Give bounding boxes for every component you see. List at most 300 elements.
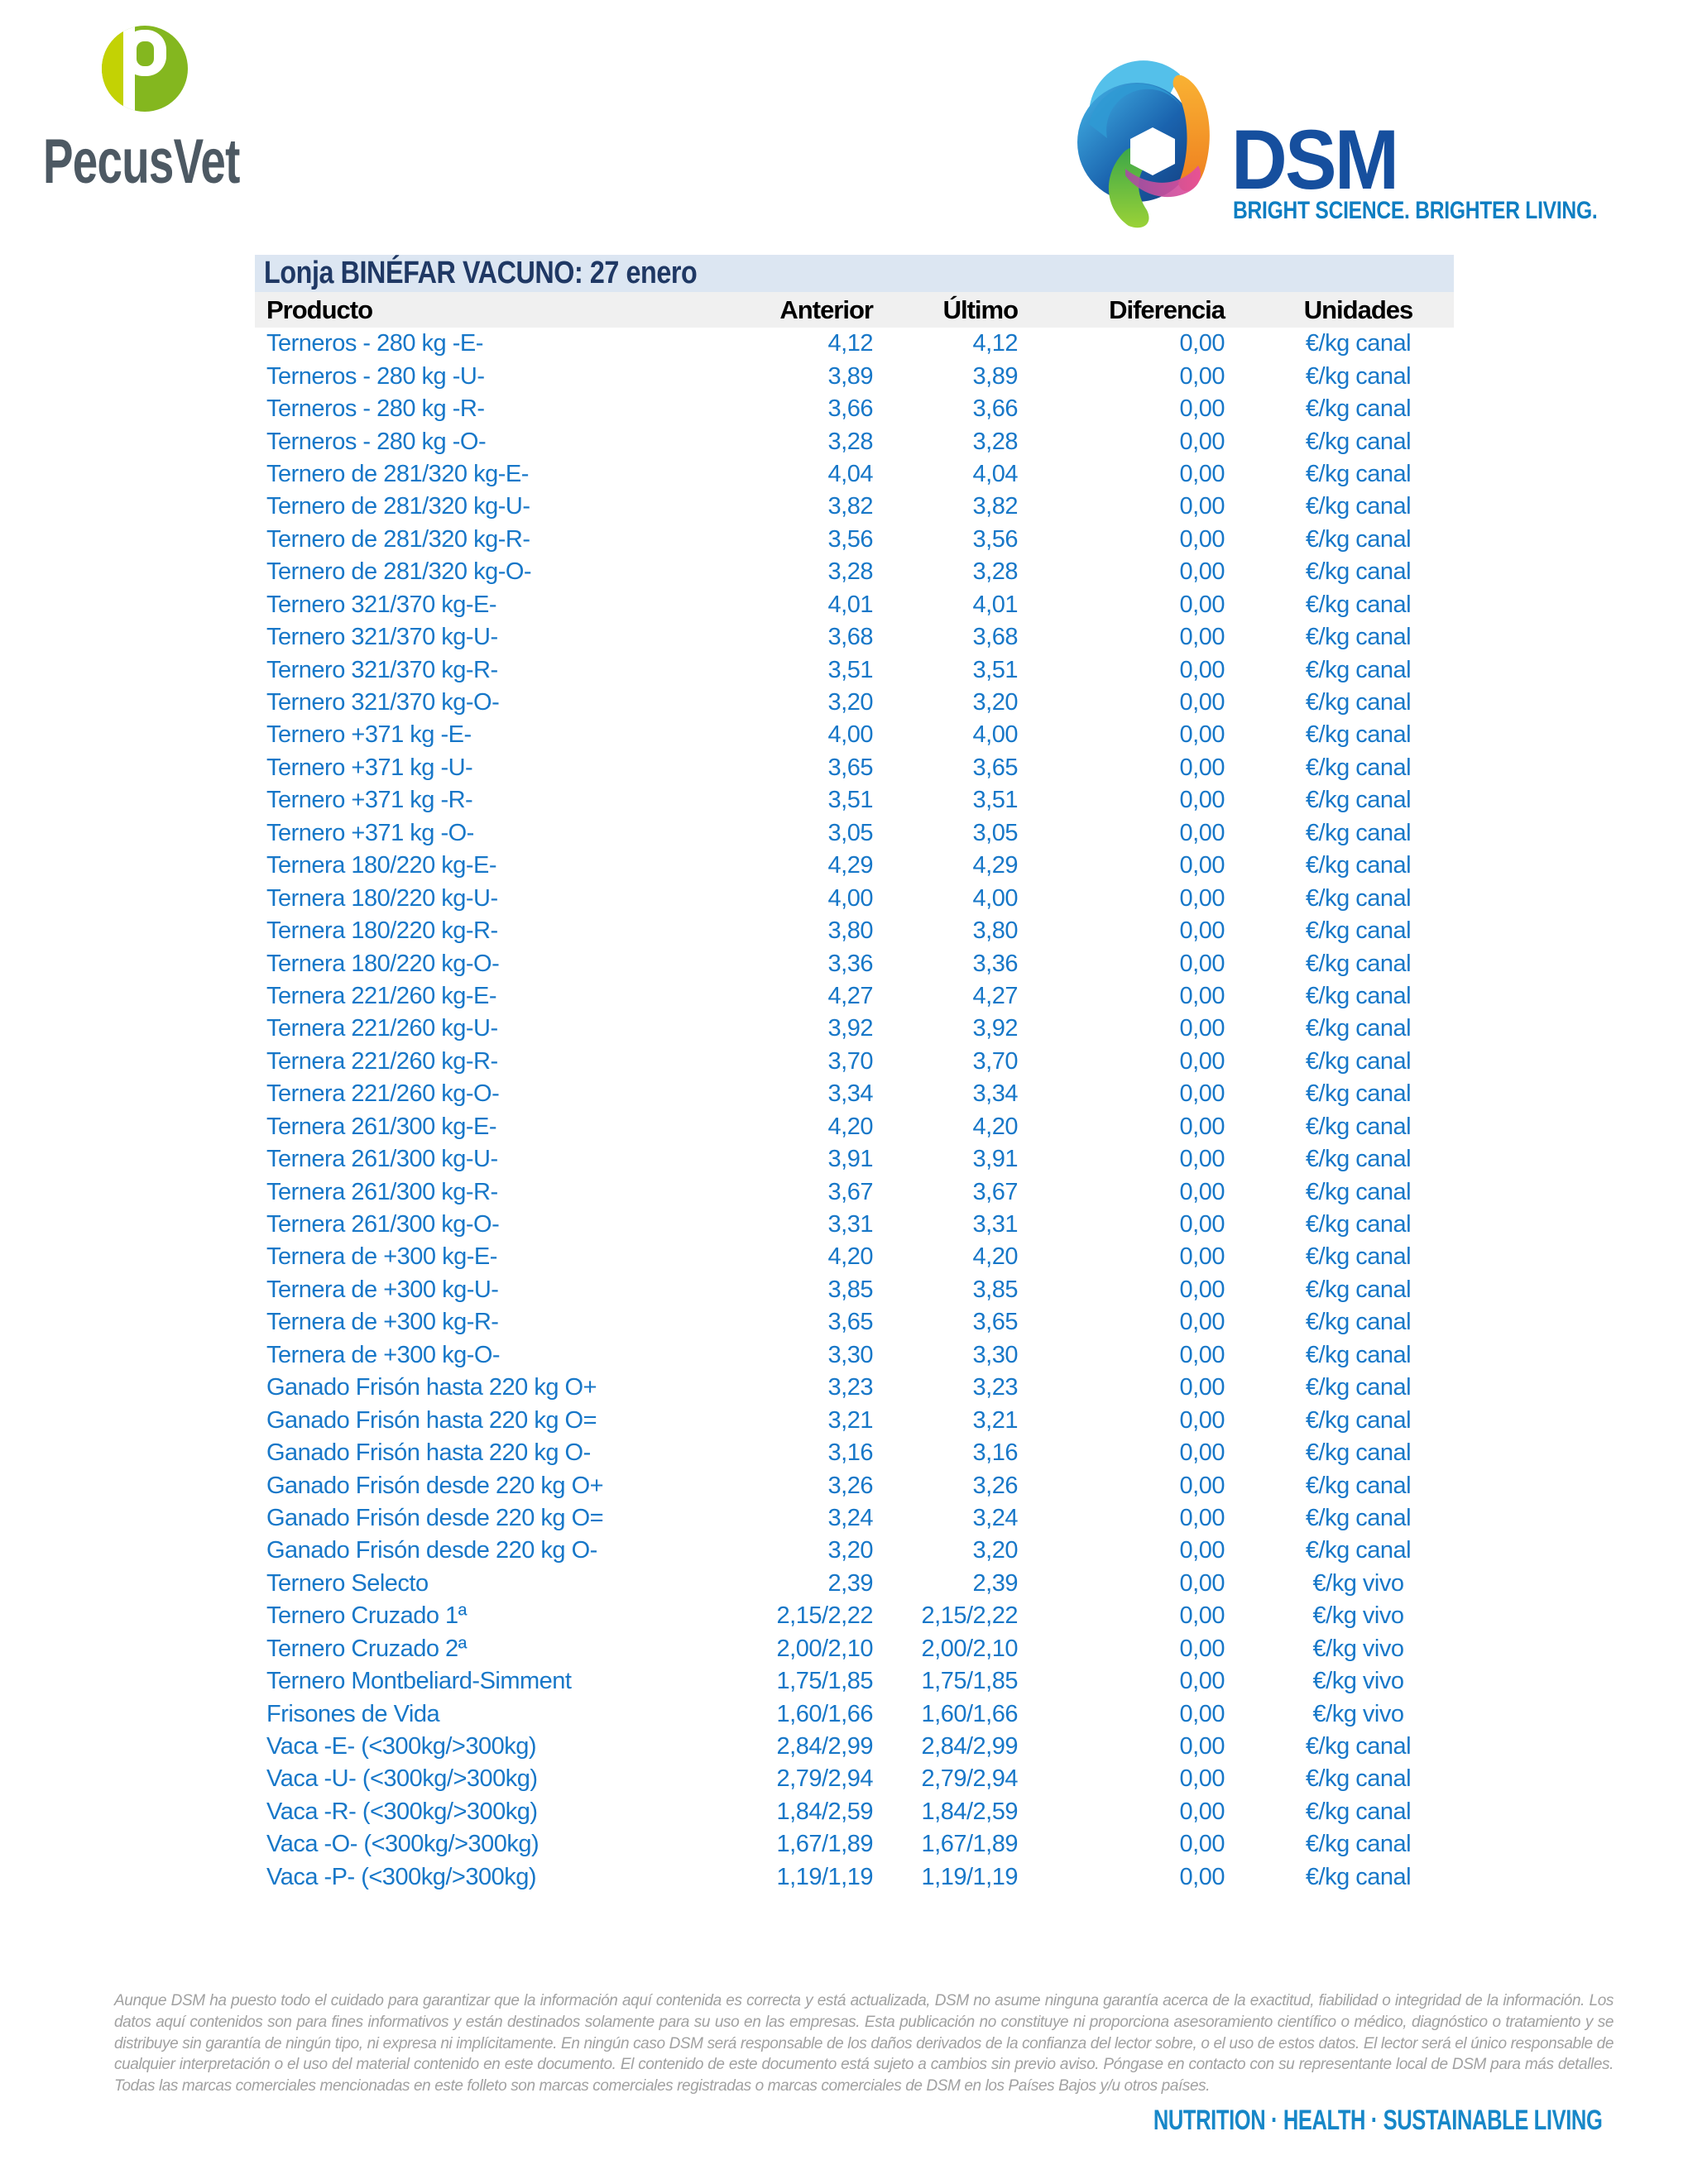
cell-producto: Ternera 180/220 kg-O- [266,950,500,977]
cell-anterior: 2,15/2,22 [776,1602,873,1630]
cell-ultimo: 3,92 [972,1015,1018,1042]
cell-producto: Ternero de 281/320 kg-R- [266,525,530,553]
cell-ultimo: 3,65 [972,754,1018,781]
cell-diferencia: 0,00 [1179,591,1225,618]
col-header-diferencia: Diferencia [1109,295,1225,324]
cell-unidades: €/kg canal [1305,884,1412,912]
cell-unidades: €/kg canal [1305,1243,1412,1271]
cell-producto: Frisones de Vida [266,1700,440,1727]
cell-diferencia: 0,00 [1179,428,1225,455]
cell-producto: Ternera de +300 kg-O- [266,1341,501,1368]
table-row [255,915,1454,947]
cell-unidades: €/kg canal [1305,982,1412,1009]
cell-anterior: 4,29 [827,852,873,879]
cell-producto: Ternero Selecto [266,1569,429,1597]
cell-producto: Ternero 321/370 kg-O- [266,689,500,716]
cell-producto: Ternera 180/220 kg-R- [266,917,498,945]
cell-ultimo: 3,30 [972,1341,1018,1368]
cell-anterior: 3,89 [827,362,873,390]
cell-unidades: €/kg canal [1305,950,1412,977]
table-row [255,360,1454,392]
table-row [255,1013,1454,1045]
cell-anterior: 3,70 [827,1047,873,1075]
cell-diferencia: 0,00 [1179,1374,1225,1401]
cell-diferencia: 0,00 [1179,1146,1225,1173]
cell-ultimo: 4,27 [972,982,1018,1009]
cell-diferencia: 0,00 [1179,917,1225,945]
cell-anterior: 3,28 [827,428,873,455]
cell-anterior: 2,39 [827,1569,873,1597]
cell-diferencia: 0,00 [1179,689,1225,716]
cell-ultimo: 3,16 [972,1439,1018,1467]
cell-diferencia: 0,00 [1179,1178,1225,1205]
cell-producto: Ganado Frisón desde 220 kg O+ [266,1472,604,1499]
table-row [255,1046,1454,1078]
cell-anterior: 3,66 [827,395,873,423]
cell-unidades: €/kg canal [1305,1765,1412,1793]
cell-unidades: €/kg canal [1305,852,1412,879]
cell-unidades: €/kg canal [1305,721,1412,749]
cell-unidades: €/kg canal [1305,460,1412,487]
cell-producto: Terneros - 280 kg -O- [266,428,487,455]
cell-ultimo: 2,39 [972,1569,1018,1597]
table-row [255,524,1454,556]
cell-producto: Ternero Cruzado 2ª [266,1635,467,1662]
cell-unidades: €/kg canal [1305,1309,1412,1336]
cell-diferencia: 0,00 [1179,982,1225,1009]
cell-anterior: 2,00/2,10 [776,1635,873,1662]
disclaimer-text: Aunque DSM ha puesto todo el cuidado para garantizar que la información aquí contenida es correcta y está actualizada, DSM no asume ninguna garantía acerca de la exactitud, fiabilidad o integridad de la información. Los datos aquí contenidos son para fines informativos y están destinados solamente para su uso en las empresas. Esta publicación no constituye ni proporciona asesoramiento científico o médico, diagnóstico o tratamiento y se distribuye sin garantía de ningún tipo, ni expresa ni implícitamente. En ningún caso DSM será responsable de los daños derivados de la confianza del lector sobre, o el uso de estos datos. El lector será el único responsable de cualquier interpretación o el uso del material contenido en este documento. El contenido de este documento está sujeto a cambios sin previo aviso. Póngase en contacto con su representante local de DSM para más detalles. Todas las marcas comerciales mencionadas en este folleto son marcas comerciales registradas o marcas comerciales de DSM en los Países Bajos y/u otros países. [114,1992,1614,2095]
cell-anterior: 3,20 [827,689,873,716]
cell-diferencia: 0,00 [1179,558,1225,586]
table-row [255,491,1454,523]
cell-diferencia: 0,00 [1179,1439,1225,1467]
cell-ultimo: 1,75/1,85 [921,1668,1018,1695]
cell-unidades: €/kg canal [1305,395,1412,423]
cell-producto: Vaca -U- (<300kg/>300kg) [266,1765,538,1793]
cell-diferencia: 0,00 [1179,395,1225,423]
table-row [255,425,1454,457]
cell-unidades: €/kg canal [1305,1374,1412,1401]
table-row [255,458,1454,491]
cell-producto: Terneros - 280 kg -U- [266,362,485,390]
cell-ultimo: 3,31 [972,1211,1018,1238]
cell-producto: Vaca -P- (<300kg/>300kg) [266,1863,536,1890]
cell-anterior: 3,24 [827,1504,873,1531]
table-row [255,784,1454,817]
cell-unidades: €/kg canal [1305,493,1412,520]
cell-diferencia: 0,00 [1179,1569,1225,1597]
cell-diferencia: 0,00 [1179,819,1225,846]
cell-ultimo: 4,04 [972,460,1018,487]
cell-producto: Ternera 180/220 kg-E- [266,852,497,879]
table-row [255,1600,1454,1632]
cell-anterior: 2,79/2,94 [776,1765,873,1793]
cell-ultimo: 1,60/1,66 [921,1700,1018,1727]
cell-unidades: €/kg canal [1305,1537,1412,1564]
cell-unidades: €/kg canal [1305,656,1412,683]
table-title: Lonja BINÉFAR VACUNO: 27 enero [264,256,698,290]
table-row [255,752,1454,784]
table-row [255,1241,1454,1273]
cell-producto: Ganado Frisón desde 220 kg O- [266,1537,597,1564]
cell-unidades: €/kg canal [1305,1831,1412,1858]
table-row [255,1665,1454,1698]
cell-anterior: 4,20 [827,1113,873,1140]
cell-diferencia: 0,00 [1179,1113,1225,1140]
cell-unidades: €/kg canal [1305,624,1412,651]
cell-anterior: 3,30 [827,1341,873,1368]
cell-diferencia: 0,00 [1179,884,1225,912]
cell-producto: Ternero +371 kg -E- [266,721,472,749]
table-row [255,393,1454,425]
cell-diferencia: 0,00 [1179,787,1225,814]
cell-unidades: €/kg canal [1305,1015,1412,1042]
cell-producto: Ganado Frisón hasta 220 kg O= [266,1406,597,1434]
cell-producto: Ternera 261/300 kg-R- [266,1178,498,1205]
cell-anterior: 3,65 [827,754,873,781]
table-row [255,882,1454,914]
cell-ultimo: 3,26 [972,1472,1018,1499]
cell-diferencia: 0,00 [1179,1047,1225,1075]
cell-ultimo: 3,56 [972,525,1018,553]
cell-diferencia: 0,00 [1179,1831,1225,1858]
cell-ultimo: 3,34 [972,1080,1018,1108]
cell-unidades: €/kg canal [1305,330,1412,357]
cell-unidades: €/kg vivo [1312,1635,1404,1662]
cell-ultimo: 1,84/2,59 [921,1798,1018,1825]
cell-ultimo: 3,21 [972,1406,1018,1434]
cell-unidades: €/kg canal [1305,787,1412,814]
table-row [255,1633,1454,1665]
cell-producto: Ternero +371 kg -R- [266,787,473,814]
cell-producto: Ternera 261/300 kg-O- [266,1211,500,1238]
cell-diferencia: 0,00 [1179,1211,1225,1238]
cell-diferencia: 0,00 [1179,1341,1225,1368]
cell-unidades: €/kg canal [1305,1276,1412,1303]
table-row [255,1731,1454,1763]
cell-unidades: €/kg canal [1305,525,1412,553]
cell-anterior: 3,85 [827,1276,873,1303]
table-body [255,328,1454,1894]
table-row [255,980,1454,1013]
cell-diferencia: 0,00 [1179,852,1225,879]
cell-anterior: 4,27 [827,982,873,1009]
cell-producto: Vaca -R- (<300kg/>300kg) [266,1798,538,1825]
cell-diferencia: 0,00 [1179,721,1225,749]
cell-ultimo: 2,00/2,10 [921,1635,1018,1662]
cell-diferencia: 0,00 [1179,1309,1225,1336]
cell-ultimo: 3,68 [972,624,1018,651]
table-row [255,1568,1454,1600]
cell-anterior: 3,28 [827,558,873,586]
cell-anterior: 3,31 [827,1211,873,1238]
cell-ultimo: 3,28 [972,558,1018,586]
cell-anterior: 3,51 [827,656,873,683]
pecusvet-wordmark: PecusVet [43,127,240,197]
cell-producto: Ternero 321/370 kg-E- [266,591,497,618]
cell-ultimo: 3,82 [972,493,1018,520]
cell-diferencia: 0,00 [1179,1733,1225,1760]
price-table [255,255,1454,1894]
cell-unidades: €/kg vivo [1312,1569,1404,1597]
cell-producto: Ternero +371 kg -U- [266,754,473,781]
cell-diferencia: 0,00 [1179,362,1225,390]
cell-anterior: 4,01 [827,591,873,618]
cell-anterior: 4,00 [827,884,873,912]
cell-producto: Terneros - 280 kg -E- [266,330,483,357]
cell-unidades: €/kg canal [1305,1798,1412,1825]
cell-unidades: €/kg canal [1305,1406,1412,1434]
table-row [255,1339,1454,1372]
cell-anterior: 3,26 [827,1472,873,1499]
dsm-logo [1074,60,1620,233]
cell-anterior: 3,05 [827,819,873,846]
cell-diferencia: 0,00 [1179,624,1225,651]
cell-ultimo: 4,12 [972,330,1018,357]
cell-ultimo: 2,84/2,99 [921,1733,1018,1760]
cell-producto: Ganado Frisón hasta 220 kg O+ [266,1374,597,1401]
cell-anterior: 3,56 [827,525,873,553]
cell-diferencia: 0,00 [1179,493,1225,520]
col-header-ultimo: Último [942,295,1018,324]
table-row [255,1828,1454,1861]
cell-ultimo: 3,20 [972,1537,1018,1564]
cell-diferencia: 0,00 [1179,1798,1225,1825]
cell-producto: Terneros - 280 kg -R- [266,395,485,423]
cell-ultimo: 2,15/2,22 [921,1602,1018,1630]
cell-producto: Ternera 221/260 kg-R- [266,1047,498,1075]
cell-ultimo: 3,80 [972,917,1018,945]
cell-diferencia: 0,00 [1179,1243,1225,1271]
cell-anterior: 3,34 [827,1080,873,1108]
cell-anterior: 1,84/2,59 [776,1798,873,1825]
cell-ultimo: 3,28 [972,428,1018,455]
cell-unidades: €/kg canal [1305,1863,1412,1890]
cell-ultimo: 4,20 [972,1113,1018,1140]
table-row [255,1404,1454,1436]
dsm-slogan: BRIGHT SCIENCE. BRIGHTER LIVING. [1233,197,1598,224]
table-row [255,556,1454,588]
cell-ultimo: 1,19/1,19 [921,1863,1018,1890]
cell-diferencia: 0,00 [1179,1080,1225,1108]
cell-ultimo: 4,00 [972,884,1018,912]
cell-diferencia: 0,00 [1179,950,1225,977]
dsm-footer-tagline: NUTRITION · HEALTH · SUSTAINABLE LIVING [1153,2105,1602,2136]
cell-ultimo: 3,85 [972,1276,1018,1303]
table-row [255,1796,1454,1828]
cell-ultimo: 1,67/1,89 [921,1831,1018,1858]
cell-diferencia: 0,00 [1179,330,1225,357]
cell-producto: Ternera 221/260 kg-E- [266,982,497,1009]
cell-diferencia: 0,00 [1179,1472,1225,1499]
cell-ultimo: 3,66 [972,395,1018,423]
cell-producto: Ternera de +300 kg-R- [266,1309,499,1336]
table-title-bar [255,255,1454,292]
cell-producto: Ternera 261/300 kg-U- [266,1146,498,1173]
cell-anterior: 4,00 [827,721,873,749]
cell-anterior: 3,68 [827,624,873,651]
cell-anterior: 3,80 [827,917,873,945]
cell-producto: Ternero 321/370 kg-R- [266,656,498,683]
cell-producto: Vaca -O- (<300kg/>300kg) [266,1831,539,1858]
cell-ultimo: 4,00 [972,721,1018,749]
cell-anterior: 1,19/1,19 [776,1863,873,1890]
cell-diferencia: 0,00 [1179,1602,1225,1630]
cell-unidades: €/kg canal [1305,917,1412,945]
cell-producto: Ternero Cruzado 1ª [266,1602,467,1630]
cell-unidades: €/kg canal [1305,689,1412,716]
table-row [255,654,1454,686]
cell-diferencia: 0,00 [1179,1276,1225,1303]
cell-ultimo: 3,20 [972,689,1018,716]
cell-unidades: €/kg canal [1305,1080,1412,1108]
table-row [255,1698,1454,1730]
cell-diferencia: 0,00 [1179,754,1225,781]
cell-anterior: 3,82 [827,493,873,520]
cell-producto: Ternero 321/370 kg-U- [266,624,498,651]
cell-anterior: 3,21 [827,1406,873,1434]
cell-anterior: 4,04 [827,460,873,487]
cell-producto: Ternero Montbeliard-Simment [266,1668,572,1695]
cell-producto: Ternero +371 kg -O- [266,819,474,846]
cell-unidades: €/kg canal [1305,1211,1412,1238]
cell-anterior: 1,60/1,66 [776,1700,873,1727]
cell-unidades: €/kg canal [1305,1341,1412,1368]
cell-producto: Ternero de 281/320 kg-O- [266,558,532,586]
dsm-wordmark: DSM [1231,113,1398,207]
col-header-anterior: Anterior [779,295,873,324]
cell-unidades: €/kg canal [1305,1472,1412,1499]
cell-unidades: €/kg canal [1305,754,1412,781]
cell-unidades: €/kg canal [1305,1504,1412,1531]
cell-diferencia: 0,00 [1179,1700,1225,1727]
table-row [255,1176,1454,1208]
table-row [255,687,1454,719]
cell-anterior: 3,91 [827,1146,873,1173]
cell-unidades: €/kg canal [1305,1146,1412,1173]
cell-diferencia: 0,00 [1179,460,1225,487]
cell-producto: Ganado Frisón desde 220 kg O= [266,1504,604,1531]
cell-unidades: €/kg vivo [1312,1602,1404,1630]
cell-diferencia: 0,00 [1179,1504,1225,1531]
cell-producto: Ternero de 281/320 kg-U- [266,493,530,520]
cell-anterior: 3,67 [827,1178,873,1205]
cell-anterior: 2,84/2,99 [776,1733,873,1760]
cell-ultimo: 3,51 [972,656,1018,683]
cell-ultimo: 3,65 [972,1309,1018,1336]
cell-producto: Ternera de +300 kg-E- [266,1243,497,1271]
table-row [255,1111,1454,1143]
table-row [255,1763,1454,1795]
cell-ultimo: 3,89 [972,362,1018,390]
cell-unidades: €/kg vivo [1312,1700,1404,1727]
cell-unidades: €/kg canal [1305,1178,1412,1205]
table-row [255,1209,1454,1241]
cell-diferencia: 0,00 [1179,1765,1225,1793]
cell-ultimo: 4,01 [972,591,1018,618]
cell-ultimo: 3,51 [972,787,1018,814]
cell-anterior: 4,20 [827,1243,873,1271]
cell-diferencia: 0,00 [1179,656,1225,683]
table-row [255,1274,1454,1306]
cell-producto: Ganado Frisón hasta 220 kg O- [266,1439,591,1467]
table-row [255,1078,1454,1110]
table-row [255,1502,1454,1535]
cell-producto: Ternero de 281/320 kg-E- [266,460,529,487]
dsm-swirl-icon [1074,60,1223,229]
cell-diferencia: 0,00 [1179,1668,1225,1695]
cell-unidades: €/kg canal [1305,591,1412,618]
col-header-unidades: Unidades [1303,295,1413,324]
cell-ultimo: 3,05 [972,819,1018,846]
cell-ultimo: 3,24 [972,1504,1018,1531]
table-row [255,850,1454,882]
cell-unidades: €/kg canal [1305,428,1412,455]
table-row [255,328,1454,360]
pecusvet-logo-icon [43,23,242,122]
cell-unidades: €/kg canal [1305,362,1412,390]
cell-unidades: €/kg canal [1305,1047,1412,1075]
cell-diferencia: 0,00 [1179,1406,1225,1434]
cell-ultimo: 3,36 [972,950,1018,977]
cell-unidades: €/kg canal [1305,1113,1412,1140]
table-row [255,1372,1454,1404]
cell-ultimo: 3,23 [972,1374,1018,1401]
table-row [255,1469,1454,1502]
cell-producto: Ternera 221/260 kg-U- [266,1015,498,1042]
cell-ultimo: 3,91 [972,1146,1018,1173]
cell-unidades: €/kg vivo [1312,1668,1404,1695]
cell-producto: Ternera 261/300 kg-E- [266,1113,497,1140]
cell-producto: Vaca -E- (<300kg/>300kg) [266,1733,536,1760]
cell-anterior: 4,12 [827,330,873,357]
cell-diferencia: 0,00 [1179,1863,1225,1890]
table-row [255,947,1454,979]
col-header-producto: Producto [266,295,373,324]
cell-diferencia: 0,00 [1179,1537,1225,1564]
cell-ultimo: 3,70 [972,1047,1018,1075]
table-row [255,589,1454,621]
pecusvet-logo [43,23,291,197]
table-row [255,817,1454,850]
cell-ultimo: 4,29 [972,852,1018,879]
cell-unidades: €/kg canal [1305,819,1412,846]
table-row [255,621,1454,654]
cell-unidades: €/kg canal [1305,1439,1412,1467]
table-row [255,1861,1454,1894]
cell-anterior: 3,16 [827,1439,873,1467]
table-row [255,1306,1454,1339]
cell-anterior: 3,51 [827,787,873,814]
cell-anterior: 3,20 [827,1537,873,1564]
cell-producto: Ternera de +300 kg-U- [266,1276,499,1303]
cell-diferencia: 0,00 [1179,1635,1225,1662]
table-row [255,1143,1454,1176]
cell-anterior: 3,65 [827,1309,873,1336]
cell-producto: Ternera 180/220 kg-U- [266,884,498,912]
table-row [255,1535,1454,1567]
cell-anterior: 1,75/1,85 [776,1668,873,1695]
table-header-row [255,292,1454,328]
table-row [255,1437,1454,1469]
cell-anterior: 3,92 [827,1015,873,1042]
cell-unidades: €/kg canal [1305,1733,1412,1760]
cell-ultimo: 2,79/2,94 [921,1765,1018,1793]
cell-ultimo: 3,67 [972,1178,1018,1205]
cell-anterior: 3,36 [827,950,873,977]
cell-anterior: 1,67/1,89 [776,1831,873,1858]
